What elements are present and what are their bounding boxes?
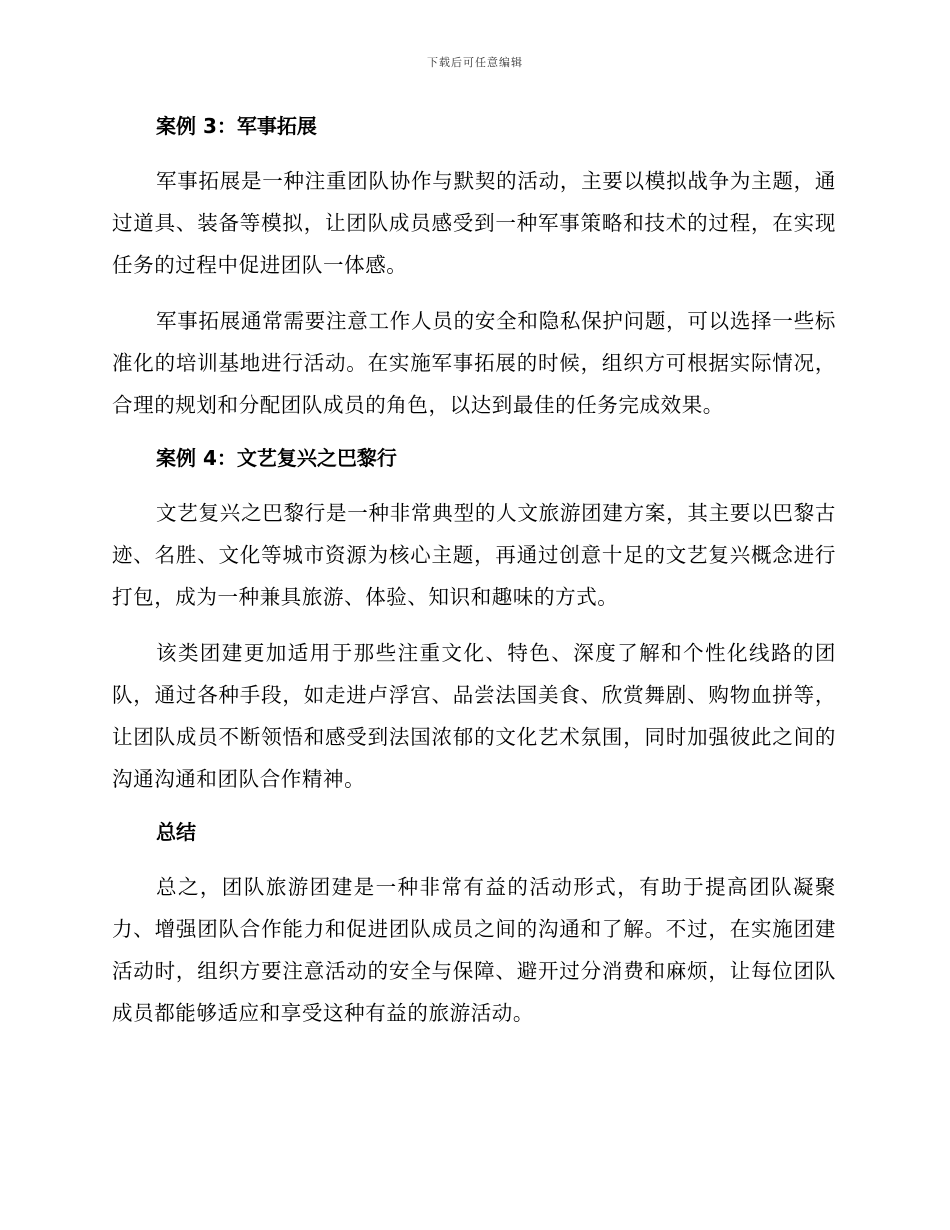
paragraph: 军事拓展是一种注重团队协作与默契的活动，主要以模拟战争为主题，通过道具、装备等模拟，让团队成员感受到一种军事策略和技术的过程，在实现任务的过程中促进团队一体感。 <box>112 169 836 277</box>
paragraph: 总之，团队旅游团建是一种非常有益的活动形式，有助于提高团队凝聚力、增强团队合作能力和促进团队成员之间的沟通和了解。不过，在实施团建活动时，组织方要注意活动的安全与保障、避开过分消费和麻烦，让每位团队成员都能够适应和享受这种有益的旅游活动。 <box>112 875 836 1025</box>
section-case-3 <box>112 108 836 426</box>
page-header: 下载后可任意编辑 <box>427 56 523 69</box>
paragraph: 该类团建更加适用于那些注重文化、特色、深度了解和个性化线路的团队，通过各种手段，如走进卢浮宫、品尝法国美食、欣赏舞剧、购物血拼等，让团队成员不断领悟和感受到法国浓郁的文化艺术氛围，同时加强彼此之间的沟通沟通和团队合作精神。 <box>112 641 836 791</box>
section-case-4 <box>112 440 836 800</box>
section-summary <box>112 814 836 1034</box>
section-heading: 案例 4：文艺复兴之巴黎行 <box>156 446 397 470</box>
paragraph: 文艺复兴之巴黎行是一种非常典型的人文旅游团建方案，其主要以巴黎古迹、名胜、文化等城市资源为核心主题，再通过创意十足的文艺复兴概念进行打包，成为一种兼具旅游、体验、知识和趣味的方式。 <box>112 501 836 609</box>
section-heading: 总结 <box>156 820 196 844</box>
section-heading: 案例 3：军事拓展 <box>156 114 317 138</box>
document-body <box>112 108 836 1048</box>
paragraph: 军事拓展通常需要注意工作人员的安全和隐私保护问题，可以选择一些标准化的培训基地进行活动。在实施军事拓展的时候，组织方可根据实际情况，合理的规划和分配团队成员的角色，以达到最佳的任务完成效果。 <box>112 309 836 417</box>
